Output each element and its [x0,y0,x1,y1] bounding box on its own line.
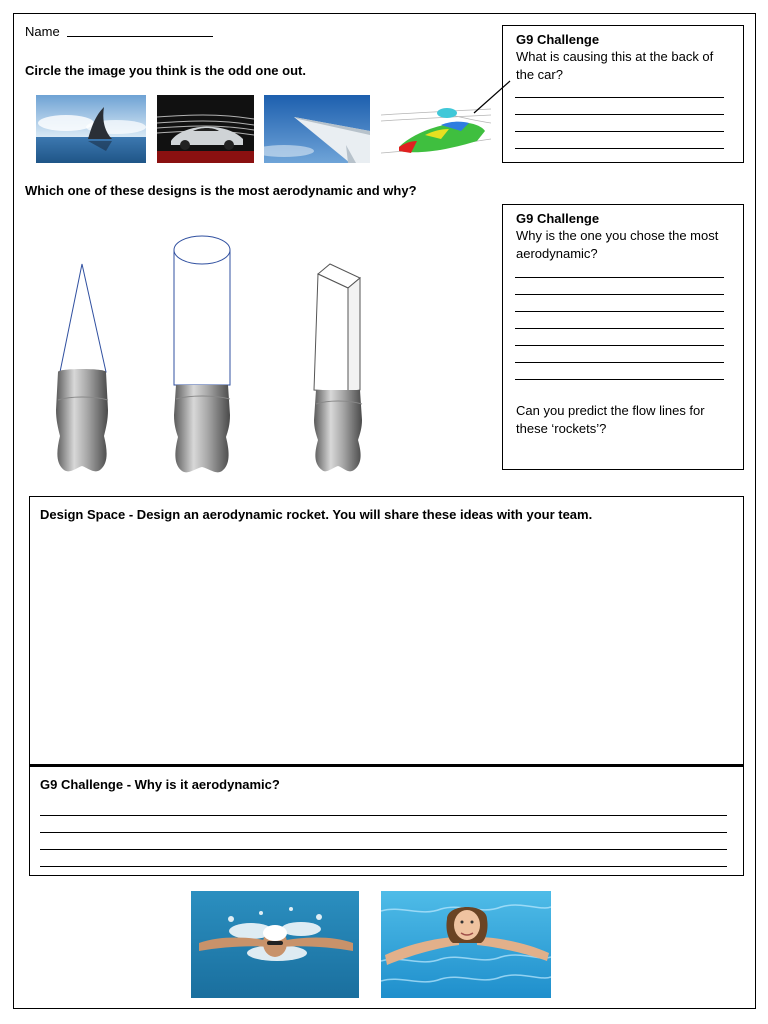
why-answer-line[interactable] [40,866,727,867]
why-answer-line[interactable] [40,832,727,833]
why-answer-line[interactable] [40,815,727,816]
girl-swimming-photo[interactable] [381,891,551,998]
why-answer-line[interactable] [40,849,727,850]
airplane-wing-photo[interactable] [264,95,370,163]
cylinder-nose-rocket[interactable] [170,233,235,478]
challenge-1-question-line-1: What is causing this at the back of [516,49,714,64]
challenge-1-answer-line[interactable] [515,97,724,98]
challenge-2-answer-line[interactable] [515,345,724,346]
challenge-1-answer-line[interactable] [515,114,724,115]
design-space-box[interactable] [29,496,744,765]
challenge-2-question-line-2: aerodynamic? [516,246,598,261]
odd-one-out-prompt: Circle the image you think is the odd one out. [25,63,306,78]
aerodynamic-design-prompt: Which one of these designs is the most aerodynamic and why? [25,183,417,198]
challenge-1-title: G9 Challenge [516,32,600,47]
challenge-2-answer-line[interactable] [515,328,724,329]
challenge-1-answer-line[interactable] [515,131,724,132]
flat-box-nose-rocket[interactable] [310,260,370,478]
challenge-2-answer-line[interactable] [515,379,724,380]
challenge-2-title: G9 Challenge [516,211,600,226]
challenge-2-answer-line[interactable] [515,311,724,312]
shark-fin-photo[interactable] [36,95,146,163]
g9-challenge-box-1 [502,25,744,163]
cone-nose-rocket[interactable] [50,260,115,478]
challenge-1-question-line-2: the car? [516,67,563,82]
challenge-1-answer-line[interactable] [515,148,724,149]
g9-challenge-box-2 [502,204,744,470]
why-aerodynamic-box [29,765,744,876]
pointer-line [470,78,515,118]
challenge-2-answer-line[interactable] [515,277,724,278]
butterfly-swimmer-photo[interactable] [191,891,359,998]
challenge-2-question-line-1: Why is the one you chose the most [516,228,719,243]
name-label: Name [25,24,60,39]
name-input-line[interactable] [67,36,213,37]
why-aerodynamic-label: G9 Challenge - Why is it aerodynamic? [40,777,280,792]
predict-flow-line-2: these ‘rockets’? [516,421,607,436]
car-in-wind-tunnel-photo[interactable] [157,95,254,163]
predict-flow-line-1: Can you predict the flow lines for [516,403,705,418]
challenge-2-answer-line[interactable] [515,294,724,295]
challenge-2-answer-line[interactable] [515,362,724,363]
design-space-label: Design Space - Design an aerodynamic rocket. You will share these ideas with your team. [40,507,593,522]
